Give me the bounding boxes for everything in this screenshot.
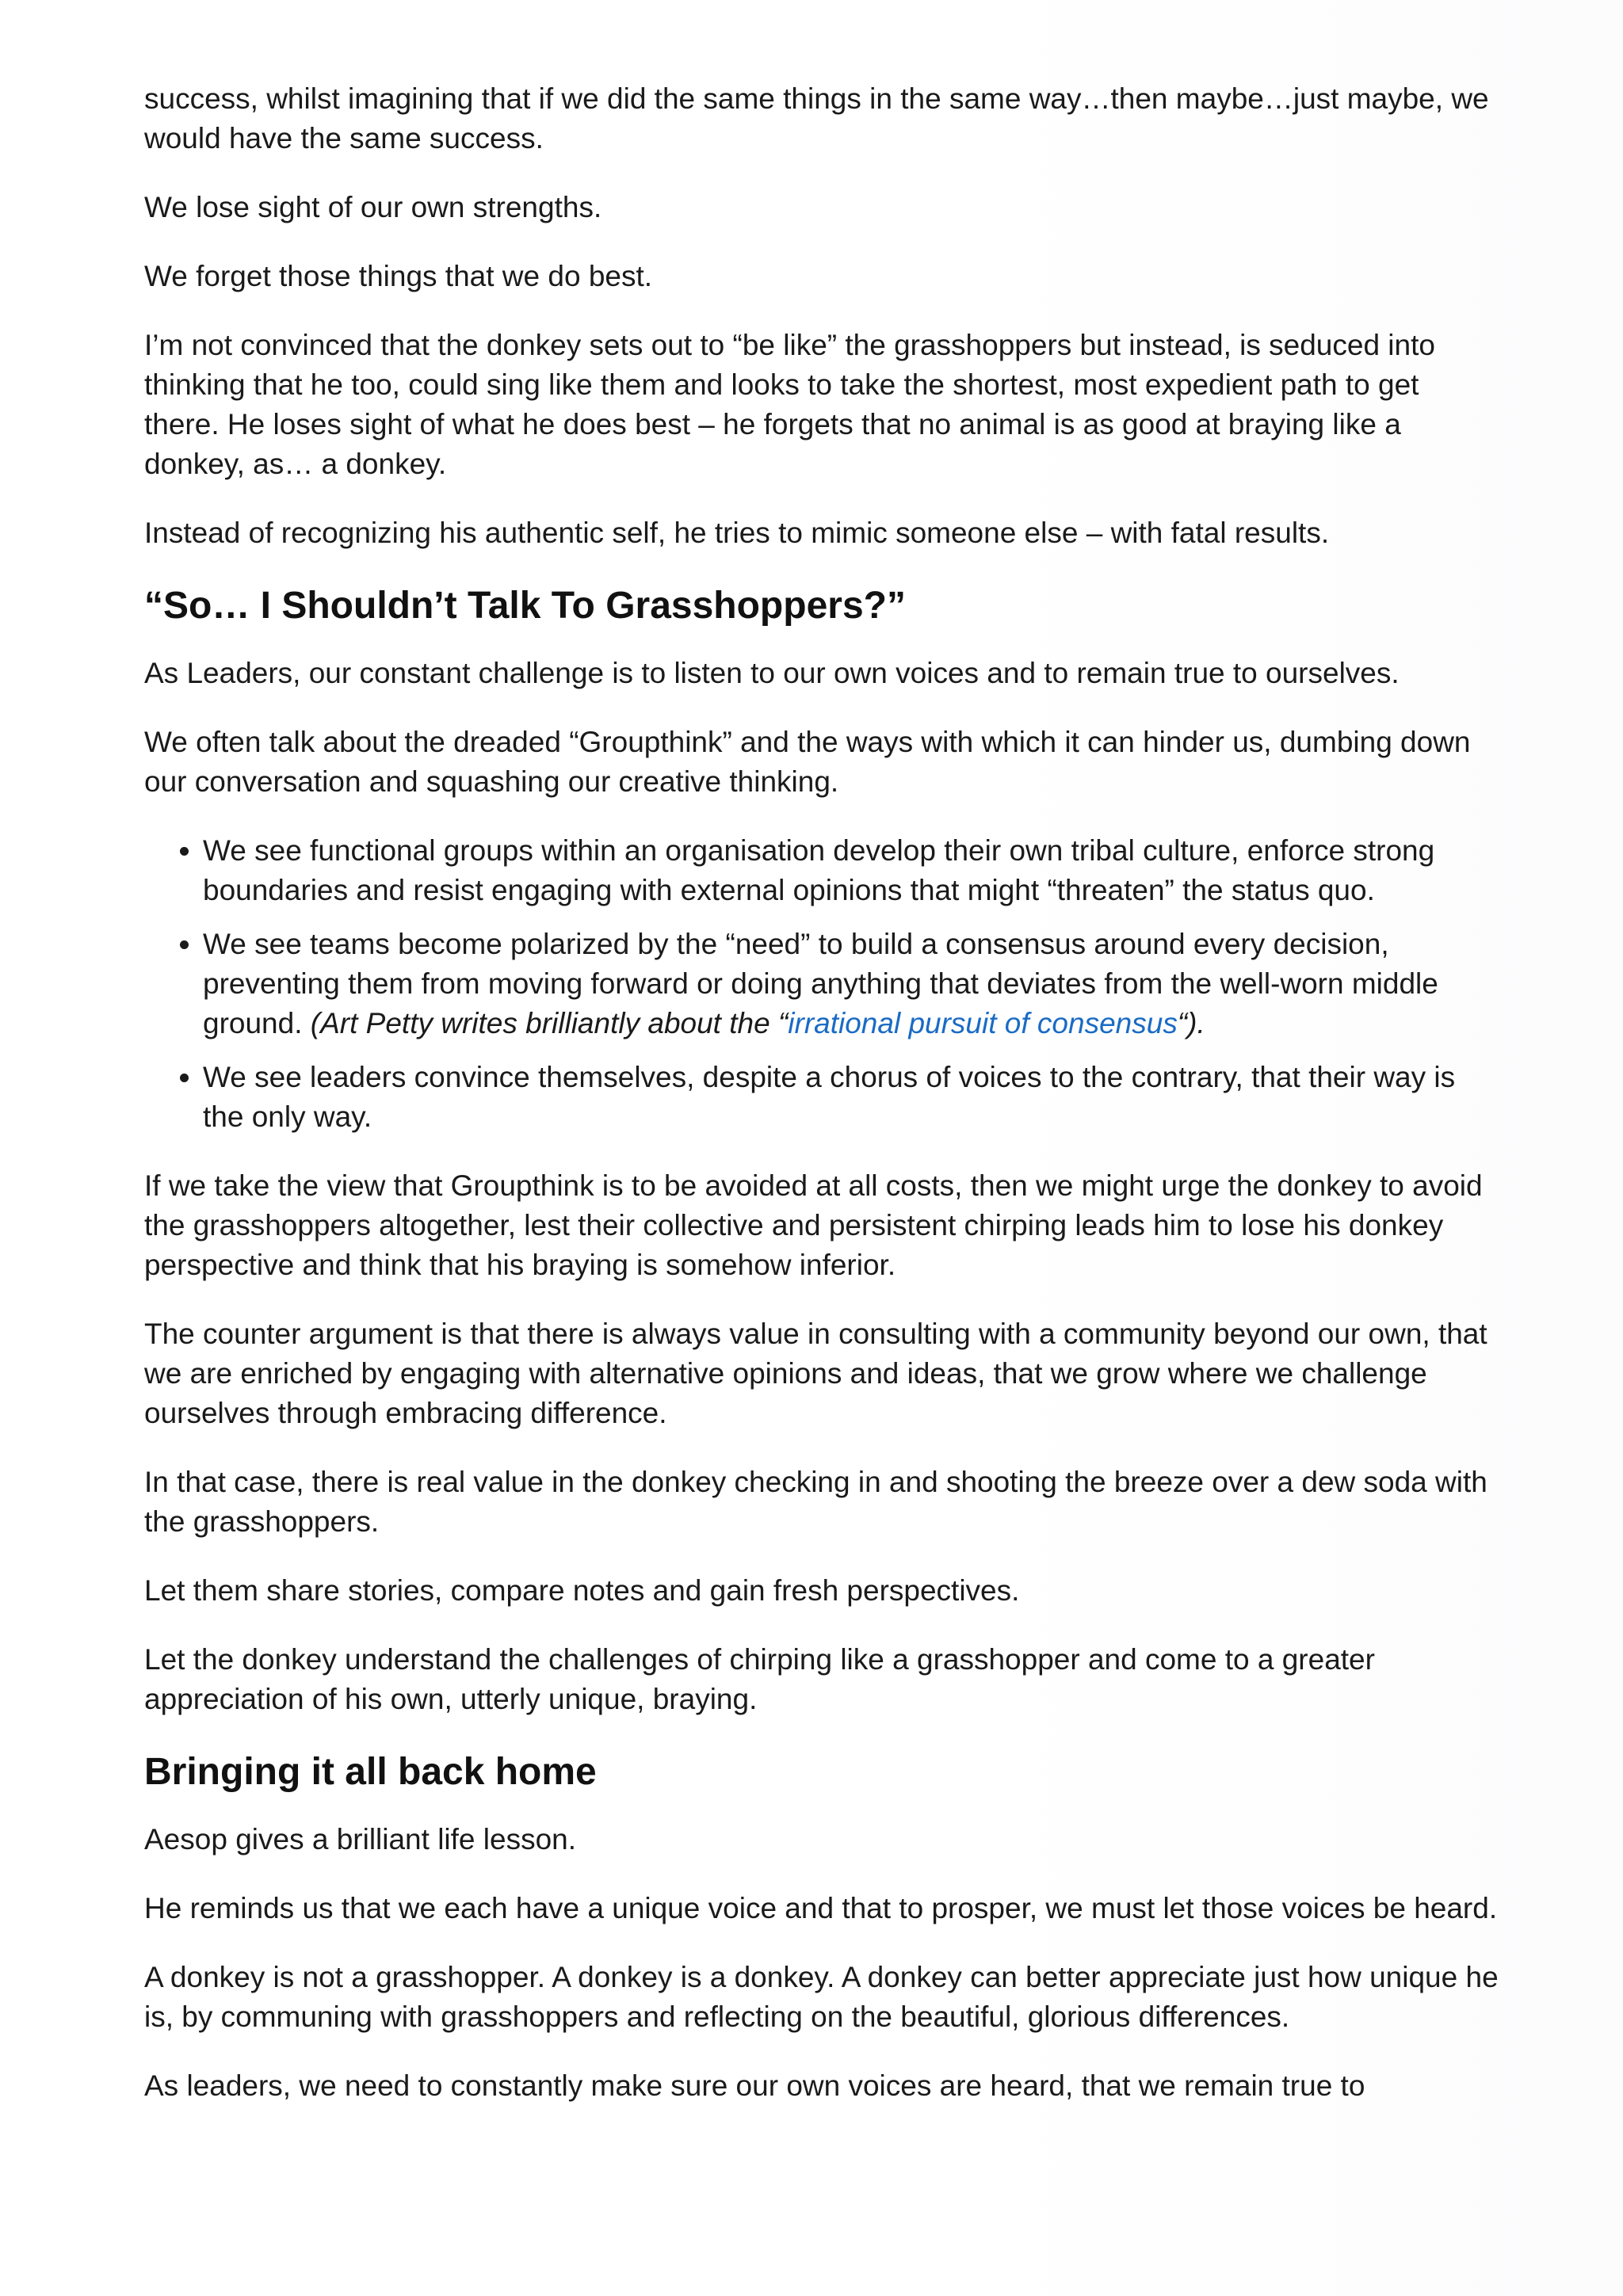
intro-paragraph-2: We lose sight of our own strengths. [144,191,602,223]
intro-paragraph-3: We forget those things that we do best. [144,260,653,292]
section1-after-paragraph-5: Let the donkey understand the challenges of chirping like a grasshopper and come to a greater appreciation of his own, utterly unique, braying. [144,1643,1375,1715]
bullet-text: We see teams become polarized by the “need” to build a consensus around every decision, preventing them from moving forward or doing anything that deviates from the well-worn middle ground. [203,928,1438,1039]
section2-paragraph-2: He reminds us that we each have a unique voice and that to prosper, we must let those voices be heard. [144,1892,1498,1924]
bullet-item-functional-groups: • We see functional groups within an organisation develop their own tribal culture, enforce strong boundaries and resist engaging with external opinions that might “threaten” the status quo. [203,831,1499,910]
section1-after-paragraph-4: Let them share stories, compare notes and gain fresh perspectives. [144,1574,1020,1607]
section2-paragraph-4: As leaders, we need to constantly make sure our own voices are heard, that we remain true to [144,2069,1365,2102]
intro-paragraph-1: success, whilst imagining that if we did the same things in the same way…then maybe…just maybe, we would have the same success. [144,82,1489,154]
section1-paragraph-2: We often talk about the dreaded “Groupthink” and the ways with which it can hinder us, dumbing down our conversation and squashing our creative thinking. [144,726,1471,798]
section-heading-grasshoppers: “So… I Shouldn’t Talk To Grasshoppers?” [144,585,906,627]
intro-paragraph-4: I’m not convinced that the donkey sets out to “be like” the grasshoppers but instead, is seduced into thinking that he too, could sing like them and looks to take the shortest, most expedient path to get there. He loses sight of what he does best – he forgets that no animal is as good at braying like a donkey, as… a donkey. [144,329,1435,480]
section1-after-paragraph-3: In that case, there is real value in the donkey checking in and shooting the breeze over a dew soda with the grasshoppers. [144,1466,1487,1538]
article-body [144,79,1499,2135]
section2-paragraph-3: A donkey is not a grasshopper. A donkey is a donkey. A donkey can better appreciate just how unique he is, by communing with grasshoppers and reflecting on the beautiful, glorious differences. [144,1961,1499,2033]
citation-suffix: “). [1177,1007,1205,1039]
section2-paragraph-1: Aesop gives a brilliant life lesson. [144,1823,577,1855]
section1-after-paragraph-1: If we take the view that Groupthink is to be avoided at all costs, then we might urge the donkey to avoid the grasshoppers altogether, lest their collective and persistent chirping leads him to lose his donkey perspective and think that his braying is somehow inferior. [144,1169,1483,1281]
section1-after-paragraph-2: The counter argument is that there is always value in consulting with a community beyond our own, that we are enriched by engaging with alternative opinions and ideas, that we grow where we challenge ourselves through embracing difference. [144,1318,1487,1429]
bullet-item-polarized-teams [203,925,1499,1043]
consensus-article-link[interactable]: irrational pursuit of consensus [788,1007,1178,1039]
intro-paragraph-5: Instead of recognizing his authentic self, he tries to mimic someone else – with fatal results. [144,517,1330,549]
section1-paragraph-1: As Leaders, our constant challenge is to listen to our own voices and to remain true to ourselves. [144,657,1400,689]
groupthink-bullet-list [144,831,1499,1137]
citation-prefix: (Art Petty writes brilliantly about the “ [310,1007,789,1039]
section-heading-back-home: Bringing it all back home [144,1751,597,1793]
bullet-item-leaders-only-way: • We see leaders convince themselves, despite a chorus of voices to the contrary, that their way is the only way. [203,1058,1499,1137]
